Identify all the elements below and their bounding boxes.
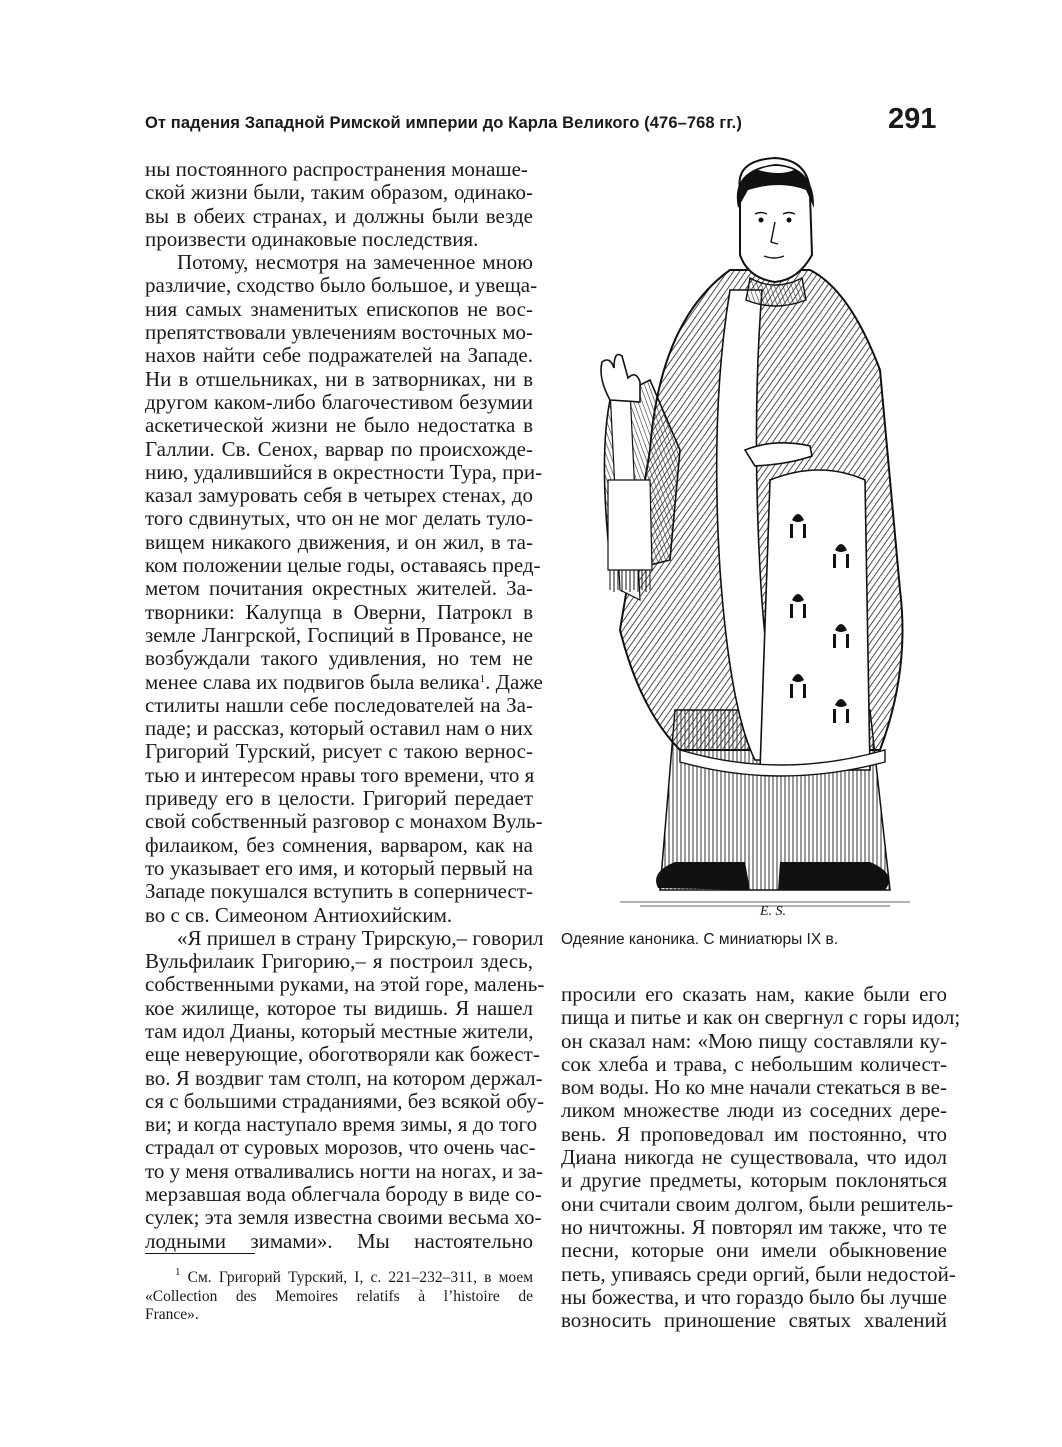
text-line: нахов найти себе подражателей на Западе.	[145, 343, 533, 368]
text-line: Западе покушался вступить в соперничест-	[145, 879, 533, 904]
text-line: возбуждали такого удивления, но тем не	[145, 646, 533, 671]
footnote-marker: 1	[175, 1266, 181, 1278]
text-line: вом воды. Но ко мне начали стекаться в ве-	[561, 1075, 947, 1100]
text-line: нию, удалившийся в окрестности Тура, при-	[145, 459, 543, 484]
text-line: вы в обеих странах, и должны были везде	[145, 203, 533, 228]
text-line: мерзавшая вода облегчала бороду в виде со-	[145, 1182, 542, 1207]
text-line: препятствовали увлечениям восточных мо-	[145, 320, 533, 345]
text-line: кое жилище, которое ты видишь. Я нашел	[145, 995, 533, 1020]
text-line: они считали своим долгом, были решитель-	[561, 1191, 954, 1216]
text-line: приведу его в целости. Григорий передает	[145, 786, 533, 811]
text-line: казал замуровать себя в четырех стенах, до	[145, 483, 533, 508]
text-line: лодными зимами». Мы настоятельно	[145, 1228, 533, 1253]
text-line: и другие предметы, которым поклоняться	[561, 1168, 947, 1193]
canon-vestment-illustration	[580, 150, 940, 920]
text-line: вищем никакого движения, и он жил, в та-	[145, 529, 533, 554]
text-line: аскетической жизни не было недостатка в	[145, 413, 533, 438]
text-line: Вульфилаик Григорию,– я построил здесь,	[145, 949, 533, 974]
text-line: еще неверующие, обоготворяли как божест-	[145, 1042, 540, 1067]
text-line: творники: Калупца в Оверни, Патрокл в	[145, 599, 533, 624]
footnote-line	[145, 1266, 534, 1288]
text-line: во. Я воздвиг там столп, на котором держал-	[145, 1065, 543, 1090]
figure-caption: Одеяние каноника. С миниатюры IX в.	[561, 931, 839, 948]
right-text-column	[561, 982, 961, 1333]
text-line: того сдвинутых, что он не мог делать туло-	[145, 506, 533, 531]
text-line: свой собственный разговор с монахом Вуль-	[145, 809, 543, 834]
text-line: Ни в отшельниках, ни в затворниках, ни в	[145, 366, 533, 391]
text-line: то указывает его имя, и который первый на	[145, 855, 533, 880]
page-number: 291	[888, 103, 937, 135]
text-line: там идол Дианы, который местные жители,	[145, 1018, 534, 1043]
text-line: Диана никогда не существовала, что идол	[561, 1145, 947, 1170]
left-text-column	[145, 157, 545, 1253]
text-line: песни, которые они имели обыкновение	[561, 1238, 947, 1263]
running-header-title: От падения Западной Римской империи до Карла Великого (476–768 гг.)	[145, 114, 742, 132]
text-line: Потому, несмотря на замеченное мною	[177, 250, 533, 275]
text-line: ся с большими страданиями, без всякой обу-	[145, 1088, 544, 1113]
text-line: пища и питье и как он свергнул с горы идол;	[561, 1005, 961, 1030]
text-line: ви; и когда наступало время зимы, я до того	[145, 1112, 538, 1137]
text-line: он сказал нам: «Мою пищу составляли ку-	[561, 1028, 947, 1053]
text-line: ком положении целые годы, оставаясь пред-	[145, 553, 541, 578]
artist-signature: E. S.	[760, 904, 787, 919]
text-line: сулек; эта земля известна своими весьма хо-	[145, 1205, 542, 1230]
text-line: ния самых знаменитых епископов не вос-	[145, 296, 533, 321]
text-line: метом почитания окрестных жителей. За-	[145, 576, 533, 601]
text-fragment: менее слава их подвигов была велика	[145, 669, 480, 694]
text-line: просили его сказать нам, какие были его	[561, 982, 947, 1006]
text-line: ны постоянного распространения монаше-	[145, 157, 528, 181]
text-line-with-footnote	[145, 669, 543, 694]
text-line: тью и интересом нравы того времени, что я	[145, 762, 535, 787]
text-line: ны божества, и что гораздо было бы лучше	[561, 1284, 947, 1309]
text-line: Григорий Турский, рисует с такою вернос-	[145, 739, 533, 764]
text-line: то у меня отваливались ногти на ногах, и за-	[145, 1158, 544, 1183]
text-line: ликом множестве люди из соседних дере-	[561, 1098, 947, 1123]
text-line: Галлии. Св. Сенох, варвар по происхожде-	[145, 436, 533, 461]
footnote	[145, 1266, 534, 1325]
text-line: вень. Я проповедовал им постоянно, что	[561, 1121, 947, 1146]
text-line: ской жизни были, таким образом, одинако-	[145, 180, 533, 205]
footnote-line: France».	[145, 1306, 199, 1323]
text-line: паде; и рассказ, который оставил нам о них	[145, 716, 534, 741]
text-line: «Я пришел в страну Трирскую,– говорил	[177, 925, 544, 950]
text-line: но ничтожны. Я повторял им также, что те	[561, 1214, 947, 1239]
text-line: различие, сходство было большое, и увеща-	[145, 273, 538, 298]
text-line: сок хлеба и трава, с небольшим количест-	[561, 1051, 947, 1076]
footnote-separator	[145, 1253, 255, 1254]
text-line: произвести одинаковые последствия.	[145, 226, 479, 251]
text-line: стилиты нашли себе последователей на За-	[145, 692, 533, 717]
text-line: другом каком-либо благочестивом безумии	[145, 389, 533, 414]
footnote-line: «Collection des Memoires relatifs à l’histoire de	[145, 1287, 533, 1305]
text-line: возносить приношение святых хвалений	[561, 1308, 947, 1333]
text-line: собственными руками, на этой горе, малень-	[145, 972, 545, 997]
footnote-reference[interactable]: 1	[479, 672, 486, 685]
text-fragment: . Даже	[485, 669, 543, 694]
text-line: во с св. Симеоном Антиохийским.	[145, 902, 453, 927]
footnote-text: См. Григорий Турский, I, с. 221–232–311, в моем	[187, 1269, 534, 1286]
text-line: филаиком, без сомнения, варваром, как на	[145, 832, 533, 857]
text-line: страдал от суровых морозов, что очень час-	[145, 1135, 536, 1160]
text-line: петь, упиваясь среди оргий, были недостой-	[561, 1261, 956, 1286]
text-line: земле Лангрской, Госпиций в Провансе, не	[145, 622, 533, 647]
